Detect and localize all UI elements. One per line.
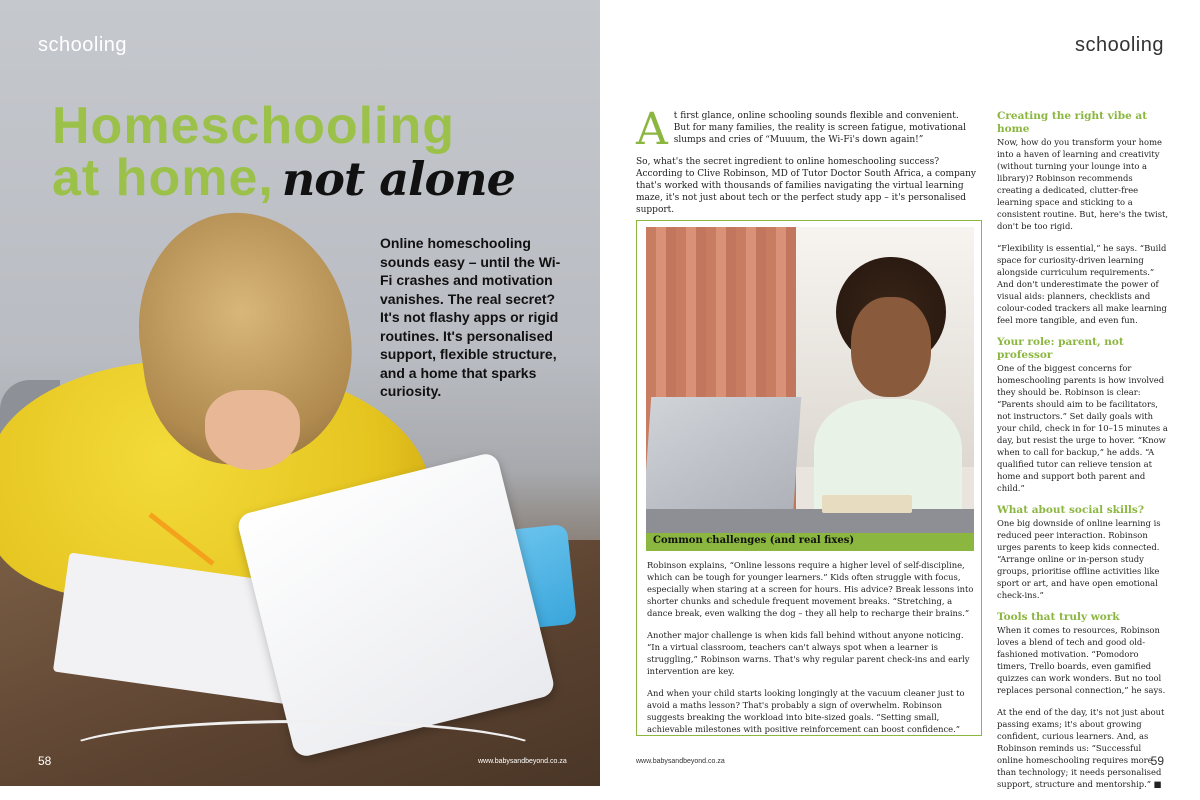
headline <box>52 97 515 207</box>
page-number-left: 58 <box>38 754 52 768</box>
vibe-paragraph-1: Now, how do you transform your home into a haven of learning and creativity (without turning your lounge into a library)? Robinson recommends creating a dedicated, clutter-free learning space and sticking to a consistent routine. But, here's the twist, don't be too rigid. <box>997 137 1169 231</box>
standfirst: Online homeschooling sounds easy – until the Wi-Fi crashes and motivation vanishes. The real secret? It's not flashy apps or rigid routines. It's personalised support, flexible structure, and a home that sparks curiosity. <box>380 235 561 399</box>
box-paragraph-3: And when your child starts looking longingly at the vacuum cleaner just to avoid a maths lesson? That's probably a sign of overwhelm. Robinson suggests breaking the workload into bite-sized goals. “Setting small, achievable milestones with positive reinforcement can boost confidence.” <box>647 688 965 734</box>
social-paragraph: One big downside of online learning is reduced peer interaction. Robinson urges parents to keep kids connected. “Arrange online or in-person study groups, prioritise offline activities like sport or art, and have open emotional check-ins.” <box>997 518 1161 600</box>
box-text <box>647 559 977 745</box>
heading-tools: Tools that truly work <box>997 611 1120 623</box>
section-label-right: schooling <box>1074 34 1164 56</box>
photo-girl-at-laptop <box>646 227 974 551</box>
box-caption: Common challenges (and real fixes) <box>653 535 855 546</box>
box-paragraph-1: Robinson explains, “Online lessons require a higher level of self-discipline, which can be tough for younger learners.” Kids often struggle with focus, especially when staring at a screen for hours. His advice? Break lessons into shorter chunks and schedule frequent movement breaks. “Stretching, a dance break, even walking the dog – they all help to recharge their brains.” <box>647 560 974 618</box>
feature-box <box>636 220 982 736</box>
box-paragraph-2: Another major challenge is when kids fall behind without anyone noticing. “In a virtual classroom, teachers can't always spot when a learner is struggling,” Robinson warns. That's why regular parent check-ins and early intervention are key. <box>647 630 970 676</box>
headline-line-1: Homeschooling <box>52 97 456 155</box>
left-page <box>0 0 600 786</box>
intro-paragraph-1 <box>636 104 976 155</box>
sidebar-column <box>997 110 1169 800</box>
intro-p1-text: t first glance, online schooling sounds flexible and convenient. But for many families, the reality is screen fatigue, motivational slumps and cries of “Muuum, the Wi-Fi's down again!” <box>673 111 966 145</box>
photo-girl-face <box>851 297 931 397</box>
vibe-paragraph-2: “Flexibility is essential,” he says. “Build space for curiosity-driven learning alongside curriculum requirements.” And don't underestimate the power of visual aids: planners, checklists and colour-coded trackers all make learning feel more tangible, and even fun. <box>997 243 1167 325</box>
tools-paragraph-1: When it comes to resources, Robinson loves a blend of tech and good old-fashioned motivation. “Pomodoro timers, Trello boards, even gamified quizzes can work wonders. But no tool replaces personal connection,” he says. <box>997 625 1166 695</box>
right-page <box>600 0 1200 789</box>
heading-creating-vibe: Creating the right vibe at home <box>997 110 1148 135</box>
intro-paragraph-2: So, what's the secret ingredient to online homeschooling success? According to Clive Robinson, MD of Tutor Doctor South Africa, a company that's worked with thousands of families navigating the virtual learning maze, it's not just about tech or the perfect study app – it's personalised support. <box>636 157 976 215</box>
section-label: schooling <box>38 34 128 56</box>
page-number-right: 59 <box>1150 754 1164 768</box>
photo-boy-face <box>205 390 300 470</box>
drop-cap: A <box>636 104 668 155</box>
role-paragraph: One of the biggest concerns for homeschooling parents is how involved they should be. Robinson is clear: “Parents should aim to be facilitators, not instructors.” Set daily goals with your child, check in for 10–15 minutes a day, but resist the urge to hover. “Know when to call for backup,” he adds. “A qualified tutor can relieve tension at home and support both parent and child.” <box>997 363 1168 493</box>
photo-cable <box>60 720 546 786</box>
website-right: www.babysandbeyond.co.za <box>636 758 725 765</box>
intro-column <box>636 104 976 226</box>
headline-line-2-text: at home, <box>52 149 274 207</box>
heading-social-skills: What about social skills? <box>997 504 1144 516</box>
tools-paragraph-2: At the end of the day, it's not just about passing exams; it's about growing confident, curious learners. And, as Robinson reminds us: “Successful online homeschooling requires more than technology; it needs personalised support, structure and mentorship.” ■ <box>997 707 1165 789</box>
website-left: www.babysandbeyond.co.za <box>478 758 567 765</box>
headline-script: not alone <box>281 152 515 206</box>
headline-line-2 <box>52 149 515 207</box>
photo-notebook <box>822 495 912 513</box>
heading-your-role: Your role: parent, not professor <box>997 336 1124 361</box>
